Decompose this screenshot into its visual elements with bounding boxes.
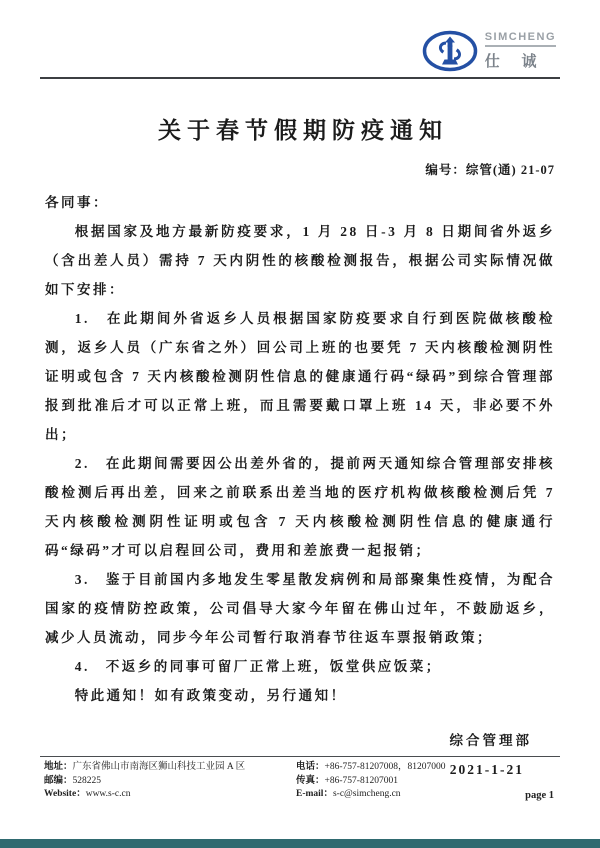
letterhead-footer — [40, 756, 560, 802]
salutation: 各同事： — [45, 195, 109, 210]
footer-zip — [44, 775, 296, 789]
notice-item-1: 1. 在此期间外省返乡人员根据国家防疫要求自行到医院做核酸检测，返乡人员（广东省之外）回公司上班的也要凭 7 天内核酸检测阴性证明或包含 7 天内核酸检测阴性信息的健康通行码“绿码”到综合管理部报到批准后才可以正常上班，而且需要戴口罩上班 14 天，非必要不外出； — [45, 311, 555, 442]
website-label: Website： — [44, 789, 86, 799]
brand-name-cn: 仕 诚 — [484, 54, 546, 70]
doc-number: 编号：综管(通) 21-07 — [425, 163, 555, 177]
footer-website — [44, 788, 296, 802]
email-value: s-c@simcheng.cn — [332, 789, 401, 799]
signature-date: 2021-1-21 — [449, 762, 524, 777]
fax-value: +86-757-81207001 — [324, 775, 398, 786]
phone-value: +86-757-81207008，81207000 — [324, 762, 446, 772]
company-logo — [422, 30, 556, 72]
fax-label: 传真： — [296, 775, 325, 786]
email-label: E-mail： — [296, 789, 333, 799]
website-value: www.s-c.cn — [85, 789, 131, 799]
notice-item-2: 2. 在此期间需要因公出差外省的，提前两天通知综合管理部安排核酸检测后再出差，回来之前联系出差当地的医疗机构做核酸检测后凭 7 天内核酸检测阴性证明或包含 7 天内核酸检测阴性信息的健康通行码“绿码”才可以启程回公司，费用和差旅费一起报销； — [45, 456, 555, 558]
closing-line: 特此通知！如有政策变动，另行通知！ — [74, 688, 347, 703]
zip-label: 邮编： — [44, 775, 73, 786]
letterhead-header — [40, 0, 560, 79]
signature-department: 综合管理部 — [449, 733, 532, 748]
phone-label: 电话： — [296, 762, 325, 772]
footer-phone — [296, 761, 560, 775]
brand-text — [485, 31, 556, 71]
footer-fax — [296, 775, 560, 789]
bottom-accent-bar — [0, 839, 600, 848]
address-value: 广东省佛山市南海区狮山科技工业园 A 区 — [72, 762, 246, 772]
notice-item-3: 3. 鉴于目前国内多地发生零星散发病例和局部聚集性疫情，为配合国家的疫情防控政策，公司倡导大家今年留在佛山过年，不鼓励返乡，减少人员流动，同步今年公司暂行取消春节往返车票报销政策； — [45, 572, 555, 645]
brand-name-en: SIMCHENG — [485, 31, 556, 47]
page-number: page 1 — [525, 790, 554, 801]
footer-address — [44, 761, 296, 775]
page-title: 关于春节假期防疫通知 — [158, 118, 448, 143]
notice-body — [45, 188, 555, 710]
footer-email — [296, 788, 560, 802]
address-label: 地址： — [44, 762, 73, 772]
zip-value: 528225 — [72, 775, 102, 786]
notice-item-4: 4. 不返乡的同事可留厂正常上班，饭堂供应饭菜； — [74, 659, 442, 674]
sc-emblem-icon — [422, 30, 478, 72]
intro-paragraph: 根据国家及地方最新防疫要求，1 月 28 日-3 月 8 日期间省外返乡（含出差人员）需持 7 天内阴性的核酸检测报告，根据公司实际情况做如下安排： — [45, 224, 555, 297]
